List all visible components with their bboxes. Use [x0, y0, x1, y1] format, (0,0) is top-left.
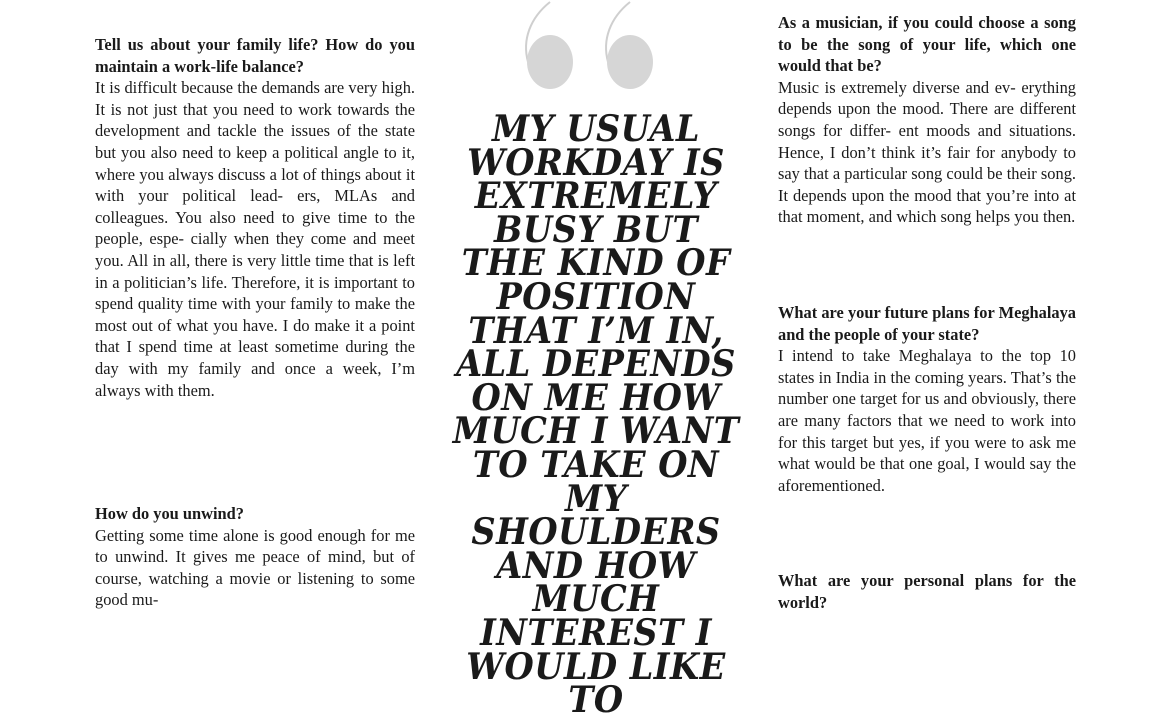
unwind-answer: Getting some time alone is good enough for me to unwind. It gives me peace of mind, but of course, watching a movie or listening to some good mu-	[95, 525, 415, 610]
future-plans-question: What are your future plans for Meghalaya and the people of your state?	[778, 303, 1076, 344]
personal-plans-question: What are your personal plans for the world?	[778, 571, 1076, 612]
future-plans-answer: I intend to take Meghalaya to the top 10 states in India in the coming years. That’s the number one target for us and obviously, there are many factors that we need to work into for this target but yes, if you were to ask me what would be that one goal, I would say the aforementioned.	[778, 346, 1076, 495]
song-question: As a musician, if you could choose a song to be the song of your life, which one would that be?	[778, 13, 1076, 76]
unwind-question: How do you unwind?	[95, 504, 244, 523]
future-plans-section	[778, 302, 1076, 496]
song-section	[778, 12, 1076, 228]
family-life-section	[95, 34, 415, 401]
song-answer: Music is extremely diverse and ev- erything depends upon the mood. There are different songs for differ- ent moods and situations. Hence, I don’t think it’s fair for anybody to say that a particular song could be their song. It depends upon the mood that you’re into at that moment, and which song helps you then.	[778, 77, 1076, 227]
pull-quote: MY USUAL WORKDAY IS EXTREMELY BUSY BUT THE KIND OF POSITION THAT I’M IN, ALL DEPENDS ON ME HOW MUCH I WANT TO TAKE ON MY SHOULDERS AND HOW MUCH INTEREST I WOULD LIKE TO	[452, 107, 740, 721]
family-life-question: Tell us about your family life? How do you maintain a work-life balance?	[95, 35, 415, 76]
family-life-answer: It is difficult because the demands are very high. It is not just that you need to work towards the development and tackle the issues of the state but you also need to keep a political angle to it, where you always discuss a lot of things about it with your political lead- ers, MLAs and colleagues. You also need to give time to the people, espe- cially when they come and meet you. All in all, there is very little time that is left in a politician’s life. Therefore, it is important to spend quality time with your family to make the most out of what you have. I do make it a point that I spend time at least sometime during the day with my family and once a week, I’m always with them.	[95, 78, 415, 400]
opening-quote-icon	[510, 0, 680, 100]
personal-plans-section	[778, 570, 1076, 613]
unwind-section	[95, 503, 415, 611]
